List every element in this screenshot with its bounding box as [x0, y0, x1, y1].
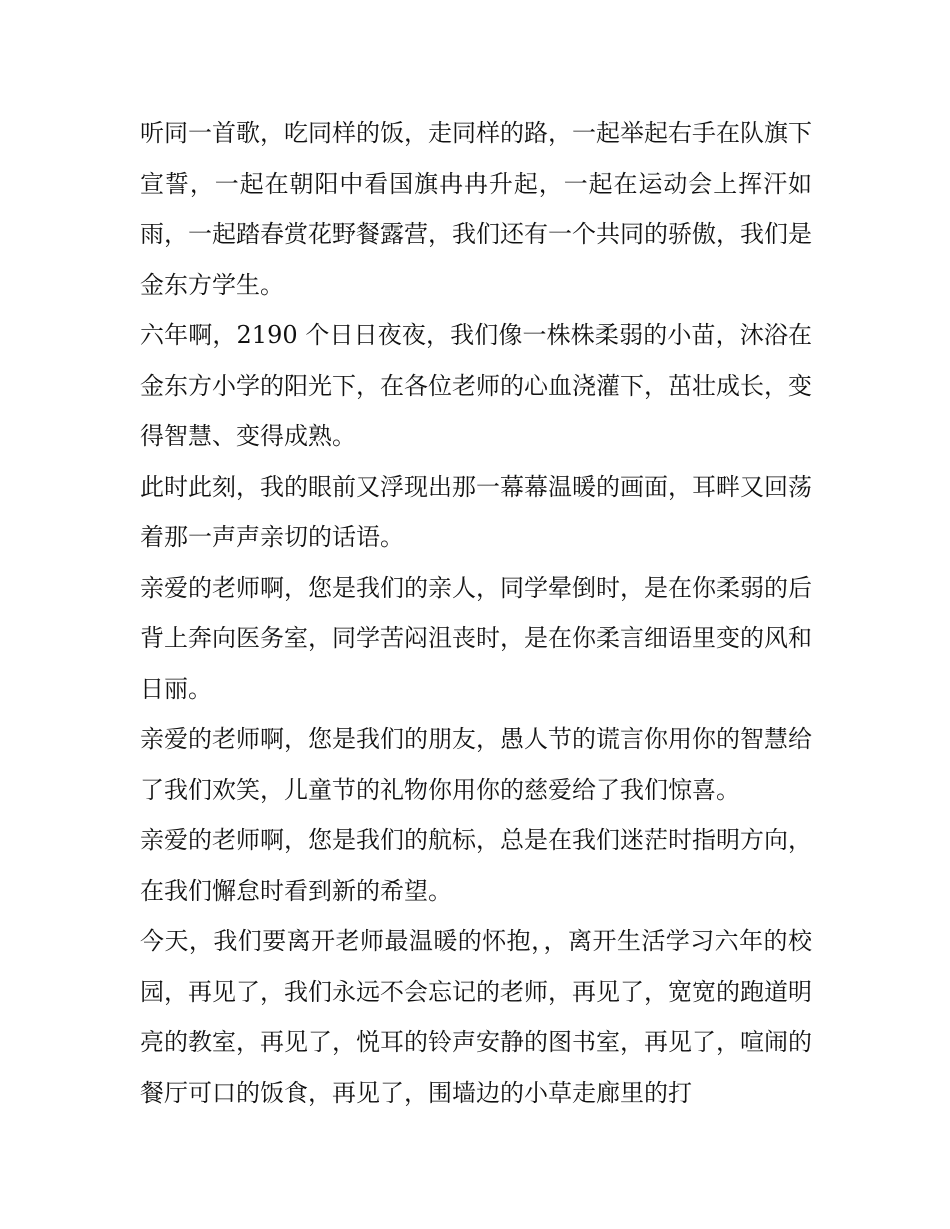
paragraph-4: 亲爱的老师啊，您是我们的亲人，同学晕倒时，是在你柔弱的后背上奔向医务室，同学苦闷沮丧时，是在你柔言细语里变的风和日丽。	[140, 573, 812, 703]
paragraph-5: 亲爱的老师啊，您是我们的朋友，愚人节的谎言你用你的智慧给了我们欢笑，儿童节的礼物你用你的慈爱给了我们惊喜。	[140, 725, 812, 804]
paragraph-2: 六年啊，2190 个日日夜夜，我们像一株株柔弱的小苗，沐浴在金东方小学的阳光下，在各位老师的心血浇灌下，茁壮成长，变得智慧、变得成熟。	[140, 321, 812, 450]
paragraph-1: 听同一首歌，吃同样的饭，走同样的路，一起举起右手在队旗下宣誓，一起在朝阳中看国旗冉冉升起，一起在运动会上挥汗如雨，一起踏春赏花野餐露营，我们还有一个共同的骄傲，我们是金东方学生。	[140, 119, 812, 299]
paragraph-7: 今天，我们要离开老师最温暖的怀抱，，离开生活学习六年的校园，再见了，我们永远不会忘记的老师，再见了，宽宽的跑道明亮的教室，再见了，悦耳的铃声安静的图书室，再见了，喧闹的餐厅可口的饭食，再见了，围墙边的小草走廊里的打	[140, 927, 812, 1107]
paragraph-6: 亲爱的老师啊，您是我们的航标，总是在我们迷茫时指明方向，在我们懈怠时看到新的希望。	[140, 826, 812, 905]
paragraph-3: 此时此刻，我的眼前又浮现出那一幕幕温暖的画面，耳畔又回荡着那一声声亲切的话语。	[140, 472, 812, 551]
document-body	[140, 108, 812, 1118]
